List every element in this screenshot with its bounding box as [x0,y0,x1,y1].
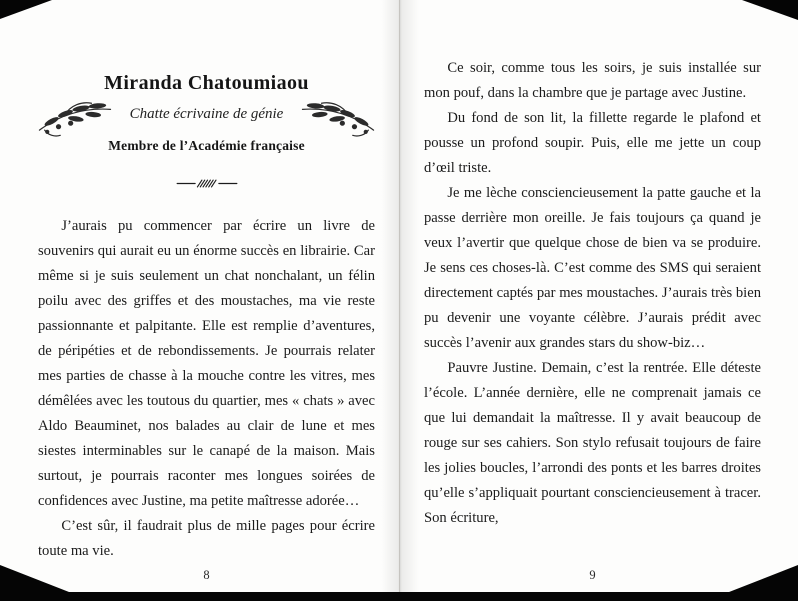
paragraph: Ce soir, comme tous les soirs, je suis installée sur mon pouf, dans la chambre que je partage avec Justine. [424,60,761,101]
chapter-subtitle: Chatte écrivaine de génie [129,106,284,122]
chapter-title: Miranda Chatoumiaou [104,72,309,94]
rope-squiggle-divider-icon [38,176,375,190]
book-gutter-line [399,0,400,592]
paragraph: Pauvre Justine. Demain, c’est la rentrée. Elle déteste l’école. L’année dernière, elle ne comprenait jamais ce que lui demandait la maîtresse. Il y avait beaucoup de rouge sur ses cahiers. Son stylo refusait toujours de faire les jolies boucles, l’arrondi des ponts et les barres droites qu’elle s’appliquait pourtant consciencieusement à tracer. Son écriture, [424,360,761,526]
paragraph: Je me lèche consciencieusement la patte gauche et la passe derrière mon oreille. Je fais toujours ça quand je veux l’avertir que quelque chose de bien va se produire. Je sens ces choses-là. C’est comme des SMS qui seraient directement captés par mes moustaches. J’aurais très bien pu devenir une voyante célèbre. J’aurais prédit avec succès l’avenir aux grandes stars du show-biz… [424,185,761,351]
book-gutter-shadow [381,0,419,592]
right-page-body [424,0,761,531]
chapter-affiliation: Membre de l’Académie française [108,138,305,153]
olive-branch-left-icon [36,92,114,144]
paragraph: Du fond de son lit, la fillette regarde le plafond et pousse un profond soupir. Puis, elle me jette un coup d’œil triste. [424,110,761,176]
paragraph: J’aurais pu commencer par écrire un livre de souvenirs qui aurait eu un énorme succès en librairie. Car même si je suis seulement un chat nonchalant, un félin poilu avec des griffes et des moustaches, ma vie reste passionnante et palpitante. Elle est remplie d’aventures, de péripéties et de rebondissements. Je pourrais relater mes parties de chasse à la mouche contre les vitres, mes démêlées avec les toutous du quartier, mes « chats » avec Aldo Beauminet, nos balades au clair de lune et mes siestes interminables sur le canapé de la maison. Mais surtout, je pourrais raconter mes longues soirées de confidences avec Justine, ma petite maîtresse adorée… [38,218,375,509]
page-number-right: 9 [589,568,596,582]
photo-bottom-edge [0,592,798,601]
olive-branch-right-icon [299,92,377,144]
chapter-header [38,0,375,190]
left-page-body [38,214,375,564]
page-left [38,0,375,601]
page-right [424,0,761,601]
page-number-left: 8 [203,568,210,582]
paragraph: C’est sûr, il faudrait plus de mille pages pour écrire toute ma vie. [38,518,375,559]
